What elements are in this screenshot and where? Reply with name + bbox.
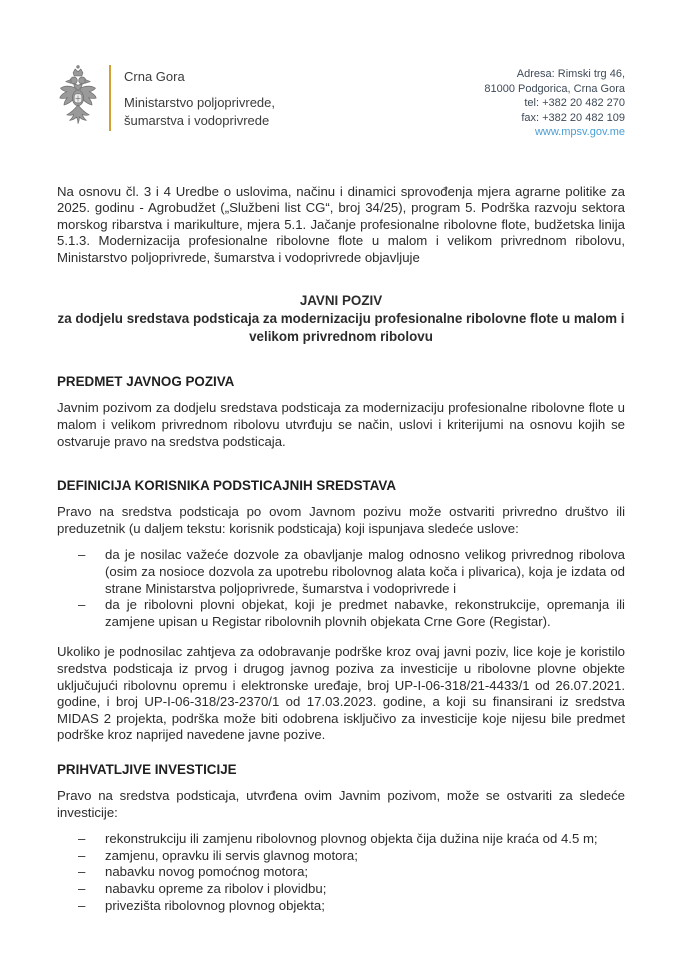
document-subtitle: za dodjelu sredstava podsticaja za modernizaciju profesionalne ribolovne flote u malom i velikom privrednom ribolovu	[57, 311, 625, 345]
list-item: – nabavku opreme za ribolov i plovidbu;	[57, 881, 625, 898]
list-item: – rekonstrukciju ili zamjenu ribolovnog plovnog objekta čija dužina nije kraća od 4.5 m;	[57, 831, 625, 848]
org-ministry-line-1: Ministarstvo poljoprivrede,	[124, 95, 276, 110]
document-body	[57, 184, 625, 915]
section-heading-definicija: DEFINICIJA KORISNIKA PODSTICAJNIH SREDSTAVA	[57, 478, 397, 494]
ministry-brand	[57, 62, 275, 134]
contact-address-line-2: 81000 Podgorica, Crna Gora	[484, 82, 625, 95]
definicija-note-paragraph: Ukoliko je podnosilac zahtjeva za odobravanje podrške kroz ovaj javni poziv, lice koje je koristilo sredstva podsticaja iz prvog i drugog javnog poziva za investicije u ribolovne plovne objekte uključujući ribolovnu opremu i elektronske uređaje, broj UP-I-06-318/21-4433/1 od 26.07.2021. godine, i broj UP-I-06-318/23-2370/1 od 17.03.2023. godine, a koji su finansirani iz sredstva MIDAS 2 projekta, podrška može biti odobrena isključivo za investicije koje nijesu bile predmet podrške kroz naprijed navedene javne pozive.	[57, 644, 625, 743]
contact-tel: tel: +382 20 482 270	[524, 97, 625, 109]
investicije-intro-paragraph: Pravo na sredstva podsticaja, utvrđena ovim Javnim pozivom, može se ostvariti za sledeće investicije:	[57, 787, 625, 820]
definicija-intro-paragraph: Pravo na sredstva podsticaja po ovom Javnom pozivu može ostvariti privredno društvo ili preduzetnik (u daljem tekstu: korisnik podsticaja) koji ispunjava sledeće uslove:	[57, 504, 625, 536]
definicija-conditions-list	[57, 547, 625, 630]
list-item: – da je nosilac važeće dozvole za obavljanje malog odnosno velikog privrednog ribolova (osim za nosioce dozvola za upotrebu ribolovnog alata koča i plivarica), koja je izdata od strane Ministarstva poljoprivrede, šumarstva i vodoprivrede i	[57, 547, 625, 597]
list-item: – zamjenu, opravku ili servis glavnog motora;	[57, 848, 625, 865]
document-title: JAVNI POZIV	[299, 293, 383, 309]
website-link[interactable]: www.mpsv.gov.me	[534, 126, 625, 138]
letterhead-gold-divider	[109, 65, 111, 131]
contact-address-line-1: Adresa: Rimski trg 46,	[516, 68, 625, 80]
letterhead	[57, 62, 625, 140]
intro-paragraph: Na osnovu čl. 3 i 4 Uredbe o uslovima, načinu i dinamici sprovođenja mjera agrarne politike za 2025. godinu - Agrobudžet („Službeni list CG“, broj 34/25), program 5. Podrška razvoju sektora morskog ribarstva i marikulture, mjera 5.1. Jačanje profesionalne ribolovne flote, budžetska linija 5.1.3. Modernizacija profesionalne ribolovne flote u malom i velikom privrednom ribolovu, Ministarstvo poljoprivrede, šumarstva i vodoprivrede objavljuje	[57, 183, 625, 265]
montenegro-coat-of-arms-icon	[57, 62, 99, 134]
section-heading-investicije: PRIHVATLJIVE INVESTICIJE	[57, 761, 237, 777]
org-country-name: Crna Gora	[124, 69, 185, 84]
contact-block	[484, 62, 625, 140]
contact-fax: fax: +382 20 482 109	[521, 111, 625, 124]
investicije-list	[57, 831, 625, 914]
org-ministry-line-2: šumarstva i vodoprivrede	[124, 113, 270, 128]
list-item: – da je ribolovni plovni objekat, koji je predmet nabavke, rekonstrukcije, opremanja ili zamjene upisan u Registar ribolovnih plovnih objekata Crne Gore (Registar).	[57, 597, 625, 630]
ministry-name-block	[124, 62, 275, 134]
predmet-paragraph: Javnim pozivom za dodjelu sredstava podsticaja za modernizaciju profesionalne ribolovne flote u malom i velikom privrednom ribolovu utvrđuju se način, uslovi i kriterijumi na osnovu kojih se ostvaruje pravo na sredstva podsticaja.	[57, 400, 625, 449]
list-item: – privezišta ribolovnog plovnog objekta;	[57, 898, 625, 915]
document-title-block	[57, 292, 625, 346]
list-item: – nabavku novog pomoćnog motora;	[57, 864, 625, 881]
section-heading-predmet: PREDMET JAVNOG POZIVA	[57, 374, 235, 390]
